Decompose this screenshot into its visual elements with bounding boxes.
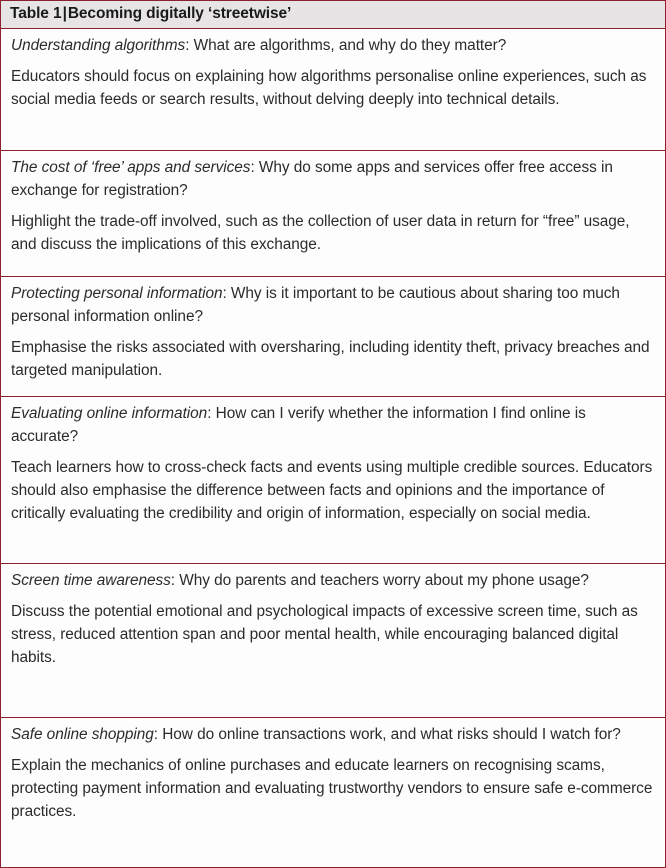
table-caption-separator: | bbox=[62, 5, 67, 22]
answer-text: Emphasise the risks associated with oversharing, including identity theft, privacy breaches and targeted manipulation. bbox=[11, 339, 650, 380]
table-row bbox=[1, 397, 665, 564]
question-topic: Safe online shopping bbox=[11, 726, 154, 743]
answer-text: Educators should focus on explaining how algorithms personalise online experiences, such as social media feeds or search results, without delving deeply into technical details. bbox=[11, 68, 647, 109]
question-body: : Why is it important to be cautious about sharing too much personal information online? bbox=[11, 285, 620, 326]
question-body: : How do online transactions work, and what risks should I watch for? bbox=[153, 726, 621, 743]
table-row bbox=[1, 29, 665, 151]
question-topic: Screen time awareness bbox=[11, 572, 171, 589]
question-text bbox=[11, 723, 655, 746]
table-caption-title: Becoming digitally ‘streetwise’ bbox=[67, 5, 292, 22]
table-body bbox=[1, 29, 665, 868]
question-topic: Protecting personal information bbox=[11, 285, 223, 302]
question-text bbox=[11, 282, 655, 328]
question-text bbox=[11, 156, 655, 202]
table-caption-label: Table 1 bbox=[10, 5, 62, 22]
table-row bbox=[1, 564, 665, 718]
question-text bbox=[11, 569, 655, 592]
question-topic: Understanding algorithms bbox=[11, 37, 186, 54]
answer-text: Discuss the potential emotional and psychological impacts of excessive screen time, such as stress, reduced attention span and poor mental health, while encouraging balanced digital habits. bbox=[11, 603, 638, 667]
question-body: : Why do some apps and services offer free access in exchange for registration? bbox=[11, 159, 613, 200]
question-text bbox=[11, 34, 655, 57]
table-row bbox=[1, 277, 665, 397]
question-topic: The cost of ‘free’ apps and services bbox=[11, 159, 251, 176]
question-body: : Why do parents and teachers worry about my phone usage? bbox=[170, 572, 589, 589]
answer-text: Teach learners how to cross-check facts and events using multiple credible sources. Educators should also emphasise the difference between facts and opinions and the importance of critically evaluating the credibility and origin of information, especially on social media. bbox=[11, 459, 653, 523]
table-row bbox=[1, 151, 665, 277]
question-body: : What are algorithms, and why do they matter? bbox=[185, 37, 507, 54]
answer-text: Explain the mechanics of online purchases and educate learners on recognising scams, protecting payment information and evaluating trustworthy vendors to ensure safe e-commerce practices. bbox=[11, 757, 653, 821]
answer-text: Highlight the trade-off involved, such as the collection of user data in return for “free” usage, and discuss the implications of this exchange. bbox=[11, 213, 630, 254]
question-topic: Evaluating online information bbox=[11, 405, 208, 422]
question-text bbox=[11, 402, 655, 448]
table-row bbox=[1, 718, 665, 868]
question-body: : How can I verify whether the information I find online is accurate? bbox=[11, 405, 586, 446]
table-caption bbox=[1, 1, 665, 29]
